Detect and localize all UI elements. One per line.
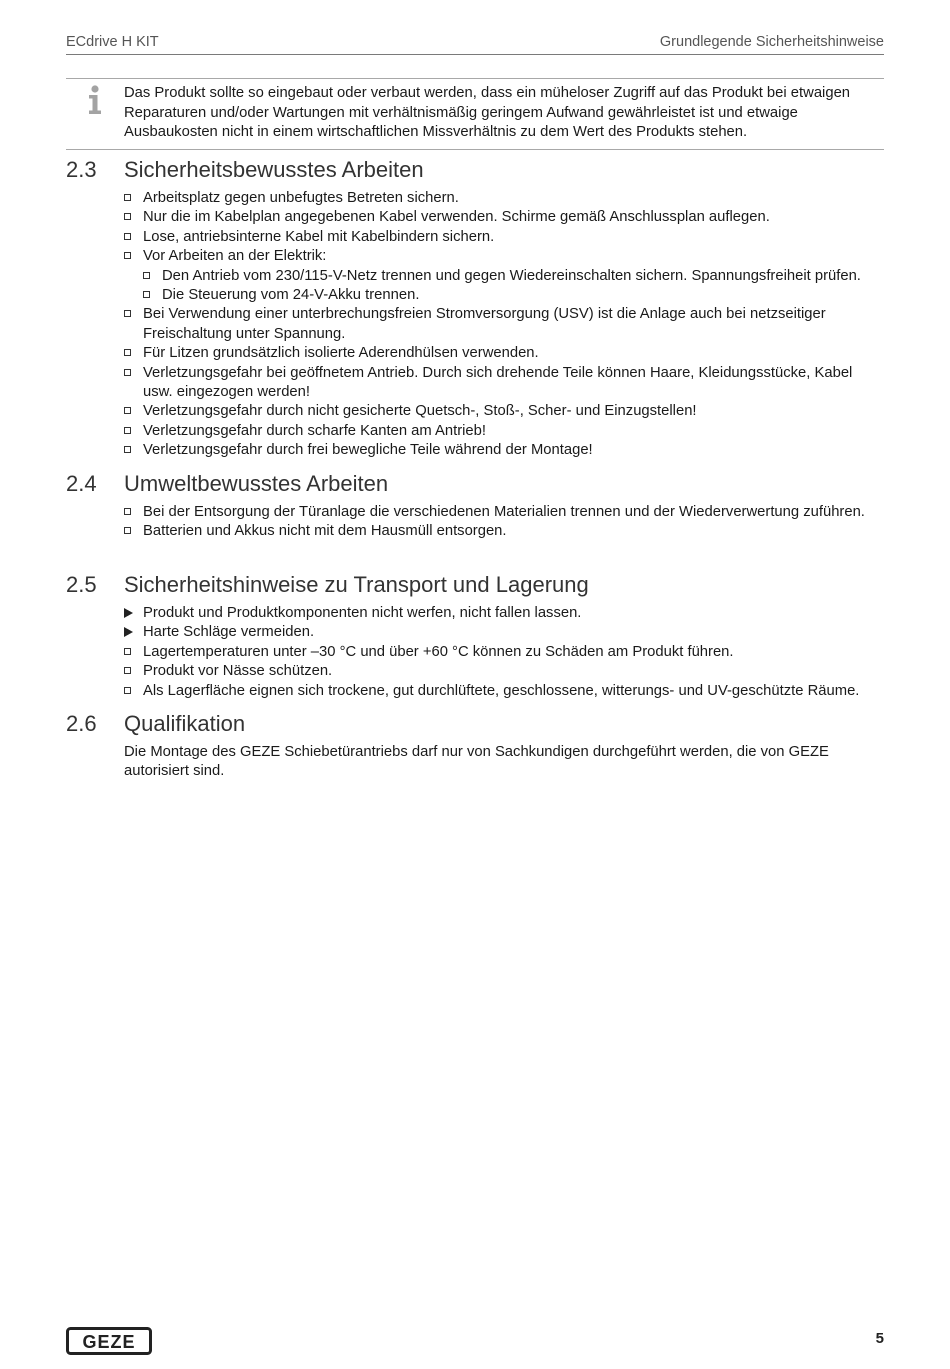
list-item: Als Lagerfläche eignen sich trockene, gut durchlüftete, geschlossene, witterungs- und UV-geschützte Räume.	[124, 682, 884, 701]
list-item: Produkt vor Nässe schützen.	[124, 662, 884, 681]
square-bullet-icon	[124, 527, 131, 534]
sub-list-item: Den Antrieb vom 230/115-V-Netz trennen und gegen Wiedereinschalten sichern. Spannungsfreiheit prüfen.	[143, 267, 884, 286]
list-item: Verletzungsgefahr bei geöffnetem Antrieb. Durch sich drehende Teile können Haare, Kleidungsstücke, Kabel usw. eingezogen werden!	[124, 364, 884, 403]
square-bullet-icon	[143, 291, 150, 298]
page-number: 5	[875, 1330, 884, 1347]
bullet-list	[124, 189, 884, 461]
list-item: Lagertemperaturen unter –30 °C und über +60 °C können zu Schäden am Produkt führen.	[124, 643, 884, 662]
section-heading	[66, 711, 884, 741]
logo-text: GEZE	[82, 1332, 136, 1352]
action-item: Harte Schläge vermeiden.	[124, 623, 884, 642]
bullet-list	[124, 503, 884, 542]
square-bullet-icon	[124, 369, 131, 376]
header-rule	[66, 54, 884, 55]
square-bullet-icon	[124, 349, 131, 356]
section-heading	[66, 471, 884, 501]
square-bullet-icon	[124, 213, 131, 220]
section-title: Sicherheitshinweise zu Transport und Lagerung	[124, 572, 589, 597]
list-item: Batterien und Akkus nicht mit dem Hausmüll entsorgen.	[124, 522, 884, 541]
section-number: 2.3	[66, 157, 97, 182]
section-2-5	[66, 572, 884, 701]
action-list	[124, 604, 884, 701]
square-bullet-icon	[143, 272, 150, 279]
list-item: Verletzungsgefahr durch scharfe Kanten am Antrieb!	[124, 422, 884, 441]
geze-logo	[66, 1327, 152, 1355]
list-item: Bei Verwendung einer unterbrechungsfreien Stromversorgung (USV) ist die Anlage auch bei netzseitiger Freischaltung unter Spannung.	[124, 305, 884, 344]
info-note	[66, 78, 884, 150]
section-number: 2.5	[66, 572, 97, 597]
square-bullet-icon	[124, 427, 131, 434]
action-arrow-icon	[124, 608, 133, 618]
square-bullet-icon	[124, 648, 131, 655]
square-bullet-icon	[124, 194, 131, 201]
section-heading	[66, 157, 884, 187]
action-item: Produkt und Produktkomponenten nicht werfen, nicht fallen lassen.	[124, 604, 884, 623]
list-item: Vor Arbeiten an der Elektrik: Den Antrieb vom 230/115-V-Netz trennen und gegen Wiedereinschalten sichern. Spannungsfreiheit prüfen. Die Steuerung vom 24-V-Akku trennen.	[124, 247, 884, 305]
square-bullet-icon	[124, 446, 131, 453]
page-header	[66, 34, 884, 54]
square-bullet-icon	[124, 233, 131, 240]
sub-list	[143, 267, 884, 306]
square-bullet-icon	[124, 687, 131, 694]
section-title: Qualifikation	[124, 711, 246, 736]
section-number: 2.6	[66, 711, 97, 736]
header-chapter: Grundlegende Sicherheitshinweise	[659, 34, 884, 50]
sub-list-item: Die Steuerung vom 24-V-Akku trennen.	[143, 286, 884, 305]
list-item: Verletzungsgefahr durch nicht gesicherte Quetsch-, Stoß-, Scher- und Einzugstellen!	[124, 402, 884, 421]
action-arrow-icon	[124, 627, 133, 637]
list-item: Verletzungsgefahr durch frei bewegliche Teile während der Montage!	[124, 441, 884, 460]
list-item: Arbeitsplatz gegen unbefugtes Betreten sichern.	[124, 189, 884, 208]
list-item: Bei der Entsorgung der Türanlage die verschiedenen Materialien trennen und der Wiederverwertung zuführen.	[124, 503, 884, 522]
note-text: Das Produkt sollte so eingebaut oder verbaut werden, dass ein müheloser Zugriff auf das Produkt bei etwaigen Reparaturen und/oder Wartungen mit verhältnismäßig geringem Aufwand gewährleistet ist und etwaige Ausbaukosten nicht in einem wirtschaftlichen Missverhältnis zu dem Wert des Produkts stehen.	[124, 85, 851, 140]
list-item: Nur die im Kabelplan angegebenen Kabel verwenden. Schirme gemäß Anschlussplan auflegen.	[124, 208, 884, 227]
section-heading	[66, 572, 884, 602]
section-2-4	[66, 471, 884, 542]
section-title: Umweltbewusstes Arbeiten	[124, 471, 389, 496]
square-bullet-icon	[124, 667, 131, 674]
square-bullet-icon	[124, 407, 131, 414]
info-icon	[86, 85, 104, 115]
section-number: 2.4	[66, 471, 97, 496]
paragraph: Die Montage des GEZE Schiebetürantriebs darf nur von Sachkundigen durchgeführt werden, die von GEZE autorisiert sind.	[124, 744, 829, 780]
square-bullet-icon	[124, 252, 131, 259]
square-bullet-icon	[124, 310, 131, 317]
section-2-3	[66, 157, 884, 461]
list-item: Für Litzen grundsätzlich isolierte Aderendhülsen verwenden.	[124, 344, 884, 363]
list-item: Lose, antriebsinterne Kabel mit Kabelbindern sichern.	[124, 228, 884, 247]
section-title: Sicherheitsbewusstes Arbeiten	[124, 157, 424, 182]
header-product: ECdrive H KIT	[66, 34, 159, 50]
section-2-6	[66, 711, 884, 782]
square-bullet-icon	[124, 508, 131, 515]
